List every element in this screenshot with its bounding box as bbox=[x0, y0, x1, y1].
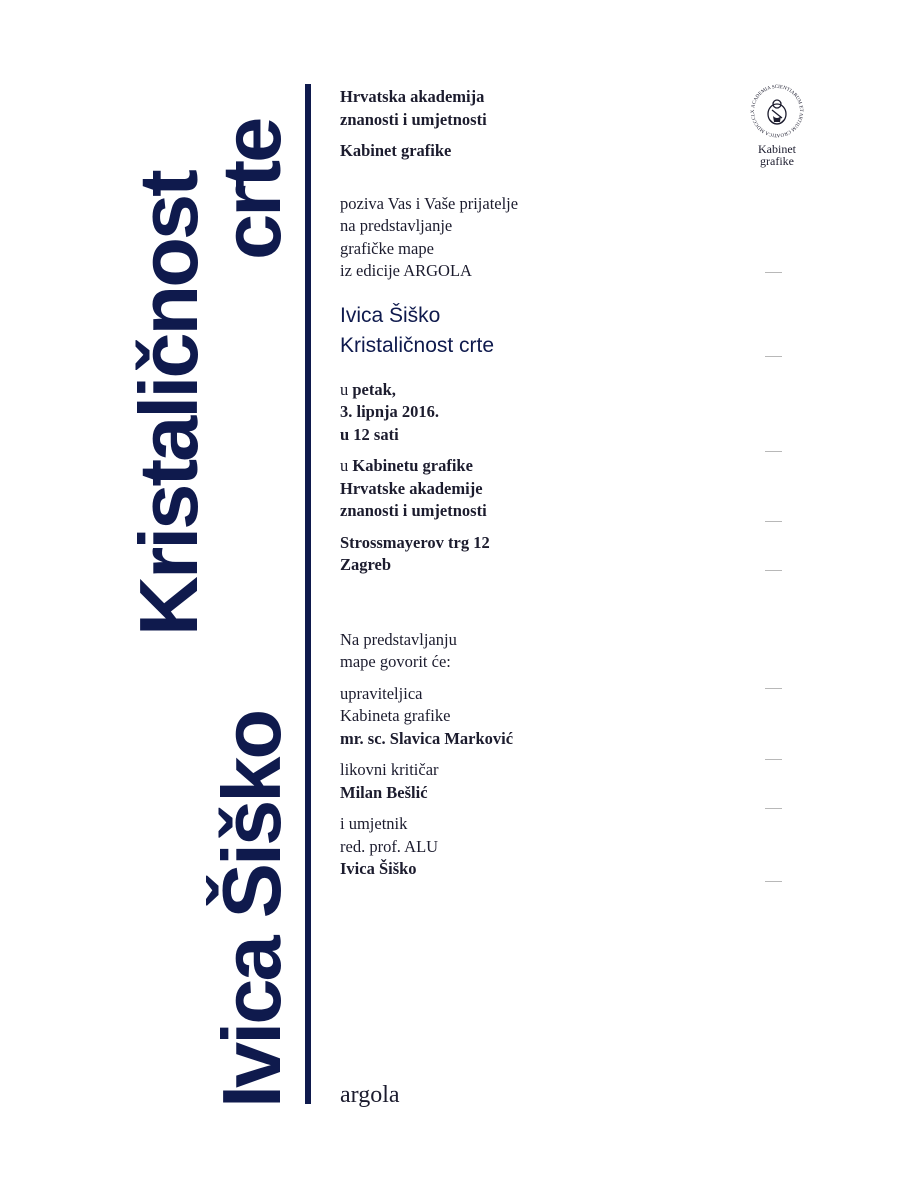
invitation-text-column bbox=[340, 86, 740, 881]
margin-dash bbox=[765, 881, 782, 882]
academy-logo bbox=[744, 80, 810, 167]
institution-line2: znanosti i umjetnosti bbox=[340, 109, 487, 129]
vertical-rule bbox=[305, 84, 311, 1104]
speaker1-name: mr. sc. Slavica Marković bbox=[340, 728, 514, 748]
argola-brand: argola bbox=[340, 1082, 400, 1108]
date-date: 3. lipnja 2016. bbox=[340, 402, 440, 421]
speaker3-role1: i umjetnik bbox=[340, 814, 408, 833]
institution-line1: Hrvatska akademija bbox=[340, 87, 485, 106]
logo-label-line1: Kabinet bbox=[758, 142, 796, 156]
venue-line1 bbox=[340, 455, 740, 478]
invitation-line4: iz edicije ARGOLA bbox=[340, 261, 472, 280]
venue-city: Zagreb bbox=[340, 555, 392, 574]
vertical-title-line1: Kristaličnost bbox=[122, 172, 215, 636]
speaker1-role1: upraviteljica bbox=[340, 683, 423, 703]
invitation-line2: na predstavljanje bbox=[340, 216, 453, 235]
margin-dash bbox=[765, 356, 782, 357]
speakers-intro1: Na predstavljanju bbox=[340, 629, 457, 649]
speaker2-role: likovni kritičar bbox=[340, 760, 439, 779]
svg-text:ACADEMIA SCIENTIARUM ET ARTIUM: ACADEMIA SCIENTIARUM ET ARTIUM CROATICA MDCCCLX bbox=[750, 84, 804, 138]
margin-dash bbox=[765, 521, 782, 522]
margin-dash bbox=[765, 808, 782, 809]
margin-dash bbox=[765, 759, 782, 760]
speaker3-name: Ivica Šiško bbox=[340, 859, 417, 878]
date-weekday: petak, bbox=[352, 379, 396, 399]
venue-address: Strossmayerov trg 12 bbox=[340, 532, 490, 552]
speaker2-name: Milan Bešlić bbox=[340, 782, 428, 802]
academy-seal-icon bbox=[746, 80, 808, 142]
exhibit-title: Kristaličnost crte bbox=[340, 333, 495, 357]
speakers-intro2: mape govorit će: bbox=[340, 652, 451, 671]
margin-dash bbox=[765, 688, 782, 689]
logo-label-line2: grafike bbox=[760, 154, 794, 168]
invitation-line1: poziva Vas i Vaše prijatelje bbox=[340, 193, 519, 213]
venue-line3: znanosti i umjetnosti bbox=[340, 501, 487, 520]
speaker3-role2: red. prof. ALU bbox=[340, 836, 439, 856]
margin-dash bbox=[765, 272, 782, 273]
margin-dash bbox=[765, 570, 782, 571]
vertical-artist-name: Ivica Šiško bbox=[205, 711, 298, 1108]
date-day bbox=[340, 379, 740, 402]
invitation-line3: grafičke mape bbox=[340, 238, 434, 258]
vertical-title-line2: crte bbox=[205, 119, 298, 260]
date-time: u 12 sati bbox=[340, 424, 399, 444]
speaker1-role2: Kabineta grafike bbox=[340, 706, 451, 725]
date-prefix: u bbox=[340, 379, 353, 399]
margin-dash bbox=[765, 451, 782, 452]
venue-name: Kabinetu grafike bbox=[352, 456, 473, 475]
venue-prefix: u bbox=[340, 456, 353, 475]
exhibit-artist: Ivica Šiško bbox=[340, 303, 441, 327]
institution-department: Kabinet grafike bbox=[340, 141, 452, 160]
venue-line2: Hrvatske akademije bbox=[340, 478, 483, 498]
